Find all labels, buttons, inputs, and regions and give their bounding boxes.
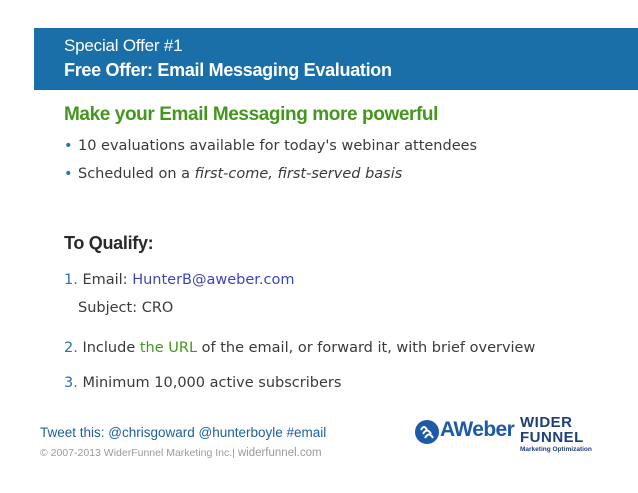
step-label: Email: bbox=[82, 272, 133, 288]
bullet-dot-icon: • bbox=[64, 166, 73, 182]
offer-header-banner bbox=[34, 28, 638, 90]
email-link[interactable]: HunterB@aweber.com bbox=[132, 272, 295, 288]
bullet-emphasis: first-come, first-served basis bbox=[194, 166, 403, 182]
widerfunnel-logo bbox=[520, 414, 600, 456]
bullet-text: 10 evaluations available for today's webinar attendees bbox=[78, 138, 478, 154]
step-item bbox=[64, 375, 341, 391]
widerfunnel-logo-mid: FUNNEL bbox=[520, 429, 584, 446]
url-highlight: the URL bbox=[139, 340, 198, 356]
step-text: Minimum 10,000 active subscribers bbox=[82, 375, 342, 391]
tweet-this-link[interactable]: Tweet this: @chrisgoward @hunterboyle #email bbox=[40, 425, 327, 440]
step-text: of the email, or forward it, with brief overview bbox=[197, 340, 536, 356]
step-number: 2. bbox=[64, 340, 78, 356]
step-subject: Subject: CRO bbox=[78, 300, 174, 316]
bullet-dot-icon: • bbox=[64, 138, 73, 154]
section-headline: Make your Email Messaging more powerful bbox=[64, 104, 439, 125]
offer-number: Special Offer #1 bbox=[64, 36, 183, 55]
widerfunnel-tagline: Marketing Optimization bbox=[520, 446, 592, 453]
offer-title: Free Offer: Email Messaging Evaluation bbox=[64, 60, 392, 80]
aweber-logo-icon bbox=[414, 416, 440, 448]
step-number: 3. bbox=[64, 375, 78, 391]
step-item bbox=[64, 272, 294, 288]
step-text: Include bbox=[82, 340, 140, 356]
bullet-item bbox=[64, 138, 477, 154]
step-item bbox=[64, 340, 535, 356]
site-link[interactable]: widerfunnel.com bbox=[237, 447, 322, 459]
bullet-item bbox=[64, 166, 402, 182]
step-number: 1. bbox=[64, 272, 78, 288]
widerfunnel-logo-top: WIDER bbox=[520, 414, 573, 431]
aweber-logo-text: AWeber bbox=[440, 418, 515, 441]
qualify-heading: To Qualify: bbox=[64, 233, 154, 253]
copyright-line bbox=[40, 447, 322, 459]
bullet-text: Scheduled on a bbox=[78, 166, 195, 182]
copyright-text: © 2007-2013 WiderFunnel Marketing Inc.| bbox=[40, 447, 238, 459]
